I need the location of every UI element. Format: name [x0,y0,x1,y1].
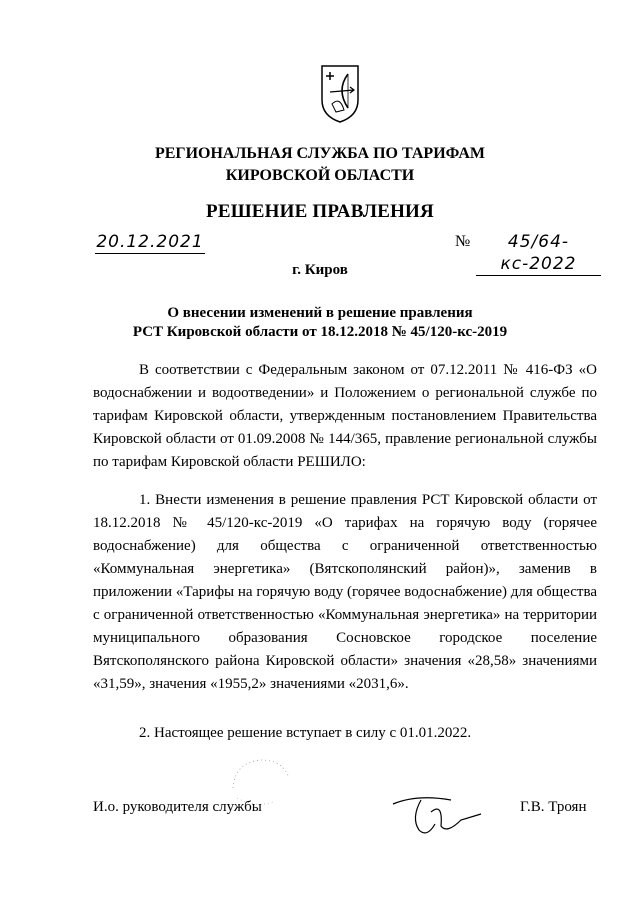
subject-line1: О внесении изменений в решение правления [167,305,473,321]
city-name: г. Киров [292,262,348,278]
handwritten-signature-icon [385,780,495,850]
kirov-coat-of-arms-icon [320,64,360,124]
signatory-role: И.о. руководителя службы [93,799,262,815]
subject-line2: РСТ Кировской области от 18.12.2018 № 45/120-кс-2019 [132,324,508,340]
number-label: № [455,233,471,250]
decision-number: 45/64-кс-2022 [476,231,601,276]
decision-date: 20.12.2021 [96,232,204,252]
preamble-paragraph: В соответствии с Федеральным законом от 07.12.2011 № 416-ФЗ «О водоснабжении и водоотведении» и Положением о региональной службе по тарифам Кировской области, утвержденным постановлением Правительства Кировской области от 01.09.2008 № 144/365, правление региональной службы по тарифам Кировской области РЕШИЛО: [93,362,597,470]
document-type-title: РЕШЕНИЕ ПРАВЛЕНИЯ [206,201,434,222]
item-1-paragraph: 1. Внести изменения в решение правления РСТ Кировской области от 18.12.2018 № 45/120-кс-2019 «О тарифах на горячую воду (горячее водоснабжение) для общества с ограниченной ответственностью «Коммунальная энергетика» (Вятскополянский район)», заменив в приложении «Тарифы на горячую воду (горячее водоснабжение) для общества с ограниченной ответственностью «Коммунальная энергетика» на территории муниципального образования Сосновское городское поселение Вятскополянского района Кировской области» значения «28,58» значениями «31,59», значения «1955,2» значениями «2031,6». [93,492,597,692]
item-2-paragraph: 2. Настоящее решение вступает в силу с 01.01.2022. [139,725,472,741]
signatory-name: Г.В. Троян [520,799,587,815]
org-name-line1: РЕГИОНАЛЬНАЯ СЛУЖБА ПО ТАРИФАМ [154,145,486,162]
org-name-line2: КИРОВСКОЙ ОБЛАСТИ [225,167,415,184]
decision-subject [0,304,640,342]
